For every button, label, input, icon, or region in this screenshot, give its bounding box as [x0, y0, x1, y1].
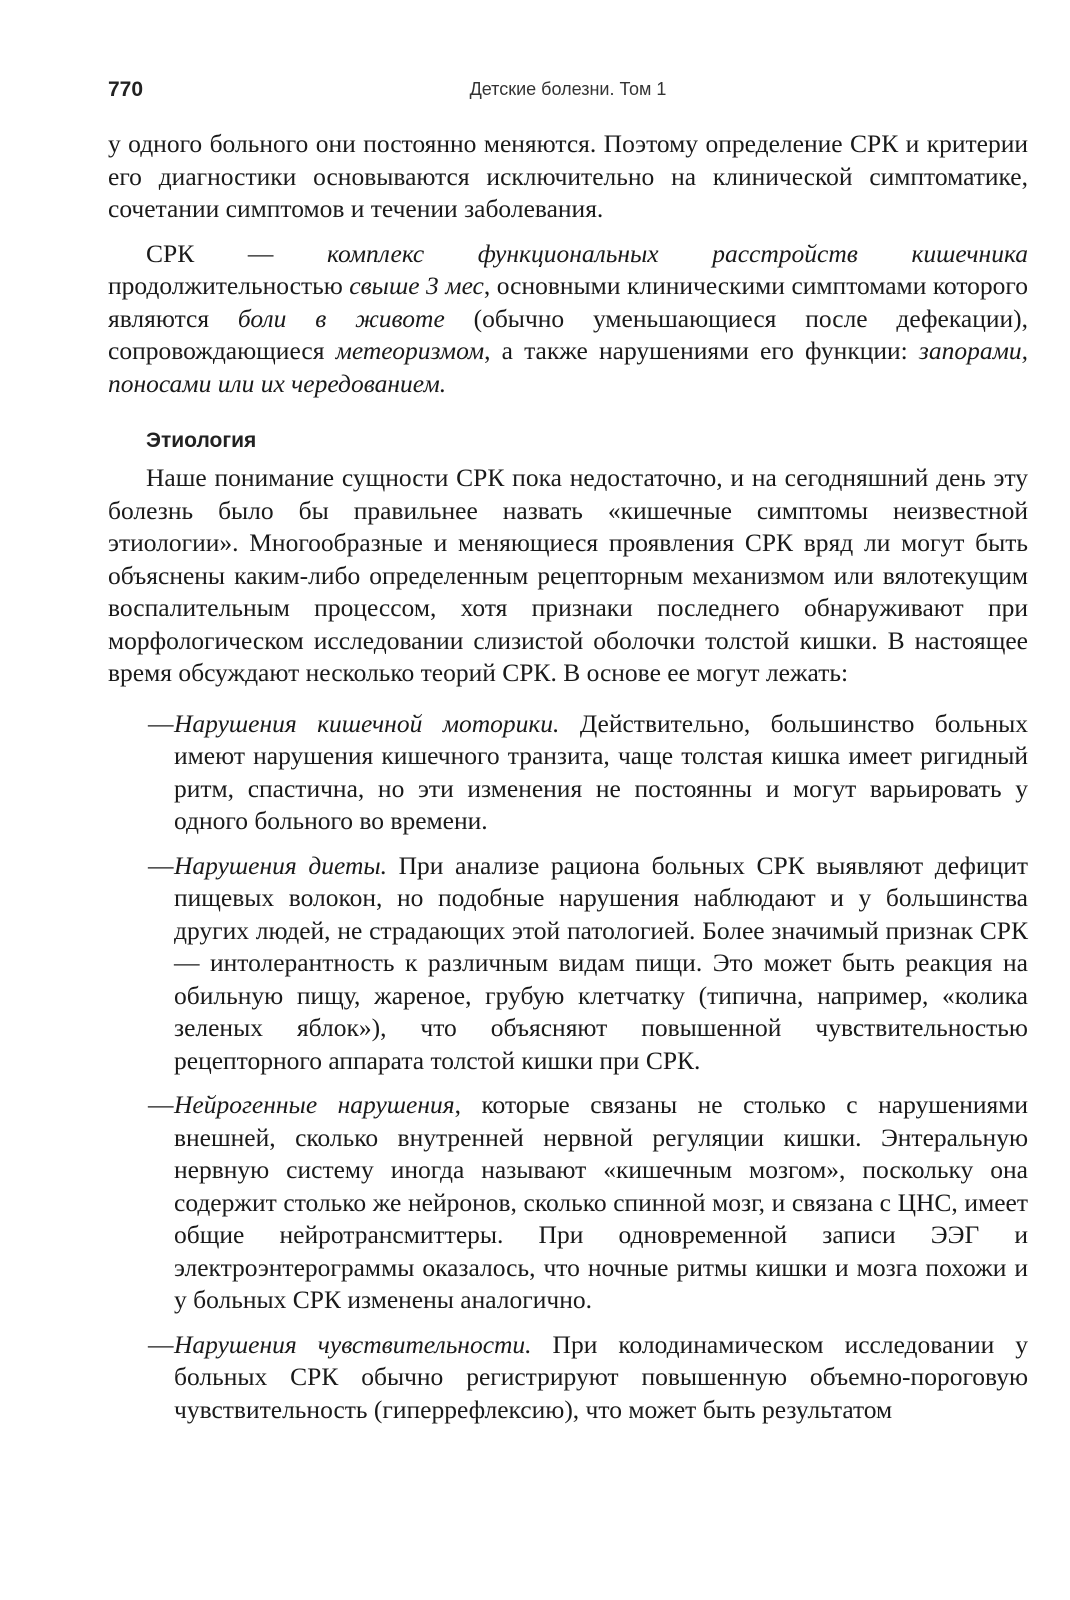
- definition-term-3: боли в животе: [237, 303, 445, 333]
- list-item-text: При колодинамическом исследовании у больных СРК обычно регистрируют повышенную объемно-пороговую чувствительность (гиперрефлексию), что может быть результатом: [174, 1329, 1028, 1424]
- running-title: Детские болезни. Том 1: [469, 79, 667, 99]
- list-dash: —: [148, 708, 174, 738]
- page: [108, 74, 1028, 1426]
- page-body: [108, 128, 1028, 1426]
- page-number: 770: [108, 78, 144, 101]
- list-item-text: При анализе рациона больных СРК выявляют дефицит пищевых волокон, но подобные нарушения наблюдают и у большинства других людей, не страдающих этой патологией. Более значимый признак СРК — интолерантность к различным видам пищи. Это может быть реакция на обильную пищу, жареное, грубую клетчатку (типична, например, «колика зеленых яблок»), что объясняют повышенной чувствительностью рецепторного аппарата толстой кишки при СРК.: [174, 850, 1028, 1075]
- definition-text-4: (обычно уменьшающиеся после дефекации), сопровождающиеся: [108, 303, 1028, 365]
- list-item-text: , которые связаны не столько с нарушениями внешней, сколько внутренней нервной регуляции кишки. Энтеральную нервную систему иногда называют «кишечным мозгом», поскольку она содержит столько же нейронов, сколько спинной мозг, и связана с ЦНС, имеет общие нейротрансмиттеры. При одновременной записи ЭЭГ и электроэнтерограммы оказалось, что ночные ритмы кишки и мозга похожи и у больных СРК изменены аналогично.: [174, 1090, 1028, 1314]
- definition-term-4: метеоризмом: [335, 336, 485, 365]
- paragraph-continuation: у одного больного они постоянно меняются. Поэтому определение СРК и критерии его диагностики основываются исключительно на клинической симптоматике, сочетании симптомов и течении заболевания.: [108, 129, 1028, 223]
- paragraph-definition: [108, 238, 1028, 401]
- list-item-term: Нейрогенные нарушения: [174, 1090, 455, 1119]
- definition-term-5: запорами, поносами или их чередованием.: [108, 336, 1028, 398]
- definition-text-5: , а также нарушениями его функции:: [484, 336, 919, 365]
- definition-text-2: продолжительностью: [108, 271, 350, 300]
- list-item-term: Нарушения чувствительности.: [174, 1329, 532, 1359]
- definition-term-2: свыше 3 мес: [349, 271, 484, 300]
- definition-text-3: , основными клиническими симптомами которого являются: [108, 271, 1028, 333]
- list-item-term: Нарушения кишечной моторики.: [174, 708, 560, 738]
- list-item-text: Действительно, большинство больных имеют нарушения кишечного транзита, чаще толстая кишка имеет ригидный ритм, спастична, но эти изменения не постоянны и могут варьировать у одного больного во времени.: [174, 708, 1028, 835]
- definition-term-1: комплекс функциональных расстройств кишечника: [327, 238, 1029, 268]
- list-dash: —: [148, 1329, 174, 1359]
- list-dash: —: [148, 850, 174, 880]
- page-header: [108, 74, 1028, 114]
- list-dash: —: [148, 1090, 174, 1119]
- paragraph-etiology: Наше понимание сущности СРК пока недостаточно, и на сегодняшний день эту болезнь было бы правильнее назвать «кишечные симптомы неизвестной этиологии». Многообразные и меняющиеся проявления СРК вряд ли могут быть объяснены каким-либо определенным рецепторным механизмом или вялотекущим воспалительным процессом, хотя признаки последнего обнаруживают при морфологическом исследовании слизистой оболочки толстой кишки. В настоящее время обсуждают несколько теорий СРК. В основе ее могут лежать:: [108, 463, 1028, 687]
- section-heading: Этиология: [146, 429, 257, 452]
- list-item: [108, 1329, 1028, 1427]
- list-item: [108, 1089, 1028, 1317]
- list-item: [108, 850, 1028, 1078]
- list-item: [108, 708, 1028, 838]
- list-item-term: Нарушения диеты.: [174, 850, 388, 880]
- theory-list: [108, 708, 1028, 1427]
- definition-text-1: СРК —: [146, 238, 328, 268]
